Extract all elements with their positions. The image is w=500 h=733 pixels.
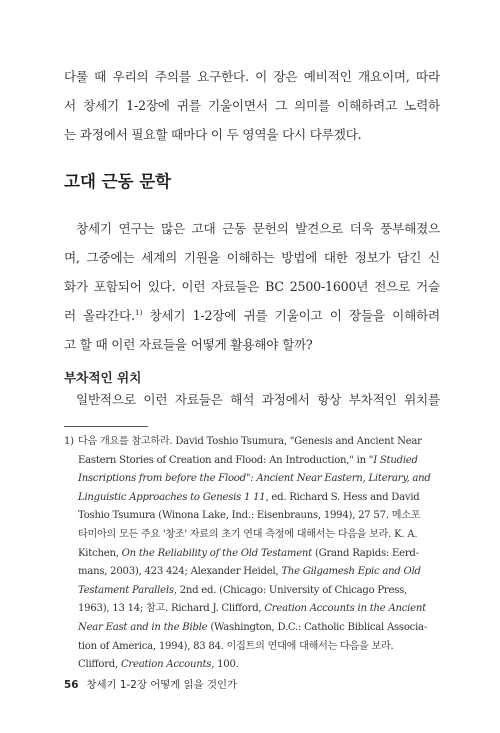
footnote-reference: 1) bbox=[134, 308, 143, 317]
footnote-text-1: 다음 개요를 참고하라. David Toshio Tsumura, "Genesis and Ancient Near bbox=[78, 436, 422, 447]
footnote-italic-2: "I Studied bbox=[368, 454, 418, 466]
footnote-line-8 bbox=[64, 563, 440, 582]
footnote-italic-8: The Gilgamesh Epic and Old bbox=[281, 566, 421, 578]
footnote-line-12: tion of America, 1994), 83 84. 이집트의 연대에 대해서는 다음을 보라. bbox=[78, 640, 394, 652]
footnote-text-8: mans, 2003), 423 424; Alexander Heidel, bbox=[78, 566, 282, 578]
footnote-text-9: , 2nd ed. (Chicago: University of Chicago Press, bbox=[173, 584, 408, 596]
footnote-line-5: Toshio Tsumura (Winona Lake, Ind.: Eisenbrauns, 1994), 27 57. 메소포 bbox=[78, 510, 421, 522]
footnote-text-13a: Clifford, bbox=[78, 659, 121, 671]
footnote-italic-7: On the Reliability of the Old Testament bbox=[121, 547, 312, 559]
intro-line-1: 다룰 때 우리의 주의를 요구한다. 이 장은 예비적인 개요이며, 따라 bbox=[64, 69, 440, 84]
footnote-text-11: (Washington, D.C.: Catholic Biblical Associa- bbox=[207, 621, 427, 633]
footnote-text-10: 1963), 13 14; 참고. Richard J. Clifford, bbox=[78, 603, 265, 615]
section-line-4 bbox=[64, 301, 440, 330]
footnote-line-7 bbox=[64, 545, 440, 564]
footnote-italic-4: Linguistic Approaches to Genesis 1 11 bbox=[78, 491, 266, 503]
intro-paragraph bbox=[64, 62, 440, 149]
page-number: 56 bbox=[64, 679, 79, 691]
footnote-divider bbox=[64, 426, 148, 427]
section-line-4-end: 창세기 1-2장에 귀를 기울이고 이 장들을 이해하려 bbox=[142, 308, 440, 323]
subsection-line-1: 일반적으로 이런 자료들은 해석 과정에서 항상 부차적인 위치를 bbox=[76, 392, 440, 407]
footnote-line-10 bbox=[64, 600, 440, 619]
footnote-italic-9: Testament Parallels bbox=[78, 584, 174, 596]
footnote-number: 1) bbox=[64, 436, 74, 447]
footnote bbox=[64, 433, 440, 675]
footnote-line-6: 타미아의 모든 주요 '창조' 자료의 초기 연대 측정에 대해서는 다음을 보라. K. A. bbox=[78, 528, 418, 540]
section-line-3: 화가 포함되어 있다. 이런 자료들은 BC 2500-1600년 전으로 거슬 bbox=[64, 279, 440, 294]
footnote-italic-11: Near East and in the Bible bbox=[78, 621, 208, 633]
section-line-4-start: 러 올라간다. bbox=[64, 308, 135, 323]
footnote-line-2 bbox=[64, 452, 440, 471]
footnote-italic-3: Inscriptions from before the Flood": Ancient Near Eastern, Literary, and bbox=[78, 473, 431, 485]
footnote-text-4: , ed. Richard S. Hess and David bbox=[265, 491, 420, 503]
running-title: 창세기 1-2장 어떻게 읽을 것인가 bbox=[86, 679, 238, 691]
intro-line-2: 서 창세기 1-2장에 귀를 기울이면서 그 의미를 이해하려고 노력하 bbox=[64, 98, 440, 113]
footnote-line-1 bbox=[64, 433, 440, 452]
page-footer bbox=[64, 676, 237, 691]
subsection-heading: 부차적인 위치 bbox=[64, 370, 142, 385]
footnote-italic-10: Creation Accounts in the Ancient bbox=[264, 603, 426, 615]
section-line-1: 창세기 연구는 많은 고대 근동 문헌의 발견으로 더욱 풍부해졌으 bbox=[76, 221, 440, 236]
section-line-2: 며, 그중에는 세계의 기원을 이해하는 방법에 대한 정보가 담긴 신 bbox=[64, 250, 440, 265]
footnote-line-11 bbox=[64, 619, 440, 638]
footnote-line-9 bbox=[64, 582, 440, 601]
intro-line-3: 는 과정에서 필요할 때마다 이 두 영역을 다시 다루겠다. bbox=[64, 127, 362, 142]
footnote-italic-13: Creation Accounts bbox=[120, 659, 212, 671]
footnote-line-13 bbox=[64, 656, 440, 675]
footnote-text-13b: , 100. bbox=[211, 659, 239, 671]
subsection-paragraph bbox=[64, 385, 440, 414]
footnote-text-7a: Kitchen, bbox=[78, 547, 122, 559]
footnote-text-7b: (Grand Rapids: Eerd- bbox=[311, 547, 419, 559]
footnote-text-2: Eastern Stories of Creation and Flood: An Introduction," in bbox=[78, 454, 369, 466]
section-line-5: 고 할 때 이런 자료들을 어떻게 활용해야 할까? bbox=[64, 337, 313, 352]
section-paragraph bbox=[64, 214, 440, 359]
footnote-line-3 bbox=[64, 470, 440, 489]
section-heading: 고대 근동 문학 bbox=[64, 172, 172, 191]
footnote-line-4 bbox=[64, 489, 440, 508]
